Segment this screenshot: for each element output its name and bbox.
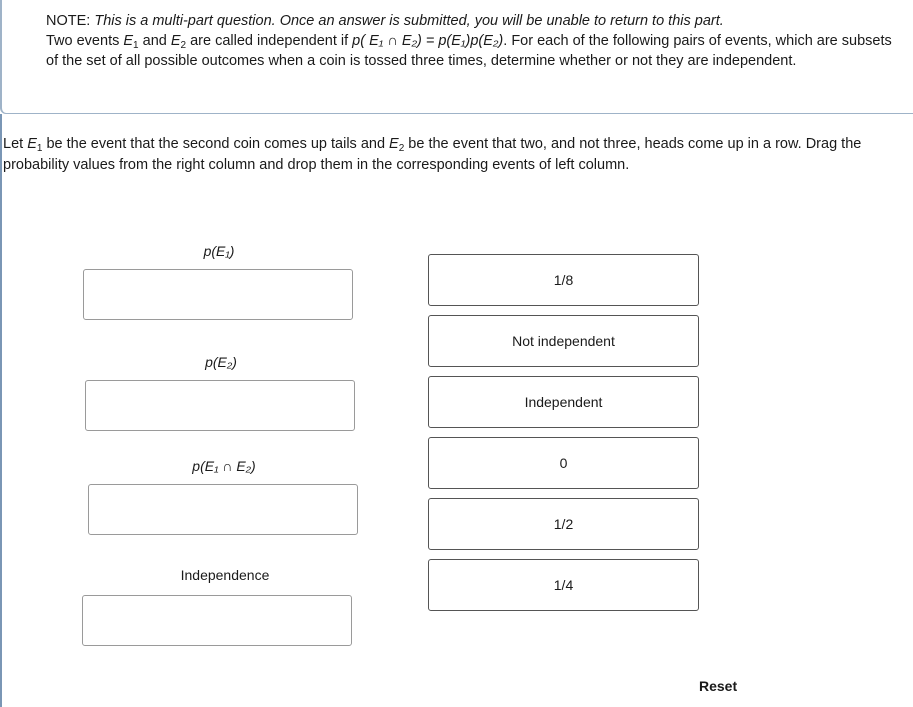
drop-zone-p-e1-and-e2[interactable] (88, 484, 358, 535)
event-e1: E (123, 33, 134, 49)
option-tile-1-8[interactable]: 1/8 (428, 254, 699, 306)
note-line-b: are called independent if (186, 33, 353, 49)
question-c: be the event that two, and not three, heads come up in a row. Drag the probability values from the right column and drop them in the corresponding events of left column. (3, 136, 862, 173)
drop-zone-p-e2[interactable] (85, 380, 355, 431)
note-panel (0, 0, 913, 114)
note-and: and (138, 33, 171, 49)
event-e2-sub: 2 (180, 40, 187, 51)
option-tile-independent[interactable]: Independent (428, 376, 699, 428)
note-italic: This is a multi-part question. Once an answer is submitted, you will be unable to return to this part. (94, 13, 724, 29)
question-e2: E (389, 136, 399, 152)
note-text (46, 11, 896, 71)
option-tile-0[interactable]: 0 (428, 437, 699, 489)
target-label-p-e1: p(E₁) (203, 243, 235, 259)
question-b: be the event that the second coin comes up tails and (42, 136, 390, 152)
option-tile-not-independent[interactable]: Not independent (428, 315, 699, 367)
question-e1-sub: 1 (36, 143, 43, 154)
option-tile-1-4[interactable]: 1/4 (428, 559, 699, 611)
question-e1: E (27, 136, 37, 152)
drop-zone-independence[interactable] (82, 595, 352, 646)
drop-zone-p-e1[interactable] (83, 269, 353, 320)
note-line-a: Two events (46, 33, 124, 49)
target-label-independence: Independence (180, 567, 270, 583)
question-left-rule (0, 114, 2, 707)
question-e2-sub: 2 (398, 143, 405, 154)
option-tile-1-2[interactable]: 1/2 (428, 498, 699, 550)
note-prefix: NOTE: (46, 13, 95, 29)
note-line-c: . For each of the following pairs of events, which are subsets of the set of all possible outcomes when a coin is tossed three times, determine whether or not they are independent. (46, 33, 892, 69)
reset-button[interactable]: Reset (699, 678, 738, 694)
event-e1-sub: 1 (133, 40, 139, 51)
question-text (3, 134, 911, 176)
independence-formula: p( E₁ ∩ E₂) = p(E₁)p(E₂) (352, 33, 504, 49)
target-label-p-e2: p(E₂) (205, 354, 237, 370)
event-e2: E (170, 33, 181, 49)
question-a: Let (3, 136, 28, 152)
target-label-p-e1-and-e2: p(E₁ ∩ E₂) (192, 458, 256, 474)
